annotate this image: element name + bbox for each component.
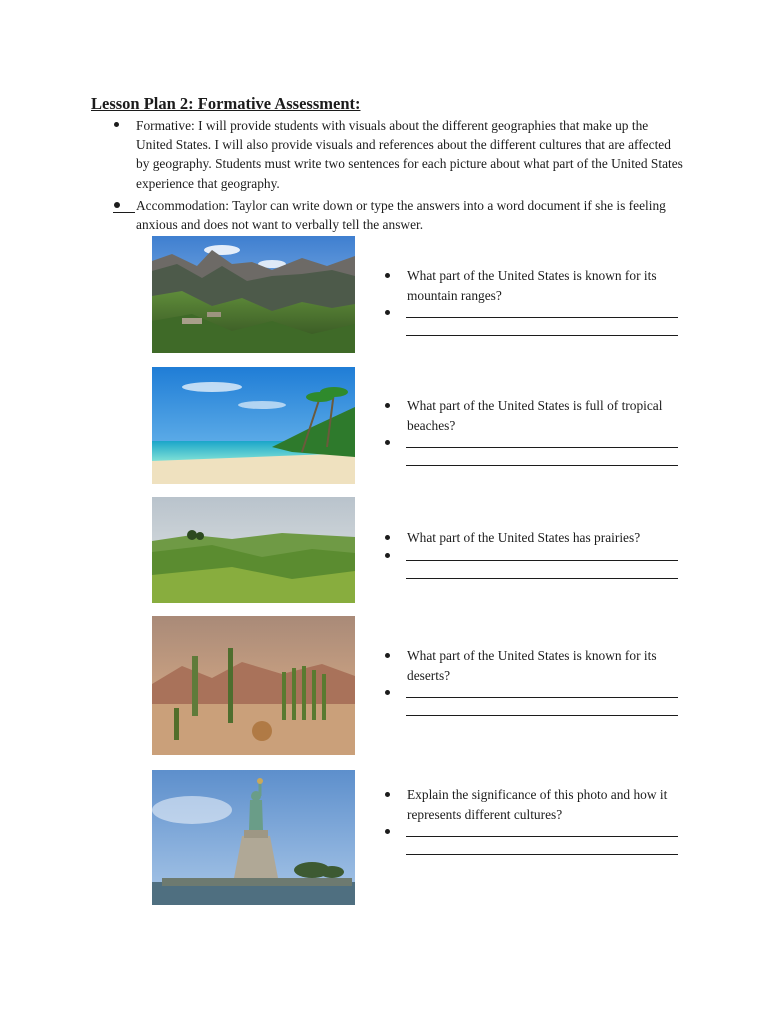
bullet-icon xyxy=(385,829,390,834)
bullet-icon xyxy=(385,792,390,797)
bullet-icon xyxy=(385,690,390,695)
bullet-icon xyxy=(385,403,390,408)
bullet-icon xyxy=(114,122,119,127)
answer-line[interactable] xyxy=(406,715,678,716)
question-liberty xyxy=(383,785,683,824)
question-text: What part of the United States is known for its deserts? xyxy=(407,648,657,683)
answer-lines-deserts[interactable] xyxy=(383,687,683,725)
question-text: What part of the United States is known for its mountain ranges? xyxy=(407,268,657,303)
answer-line[interactable] xyxy=(406,836,678,837)
formative-bullet xyxy=(114,116,684,193)
answer-lines-mountains[interactable] xyxy=(383,307,683,345)
answer-line[interactable] xyxy=(406,697,678,698)
question-text: What part of the United States is full of tropical beaches? xyxy=(407,398,663,433)
statue-of-liberty-photo xyxy=(152,770,355,905)
bullet-underline xyxy=(113,212,135,213)
answer-line[interactable] xyxy=(406,447,678,448)
answer-lines-beaches[interactable] xyxy=(383,437,683,475)
tropical-beach-photo xyxy=(152,367,355,484)
answer-lines-liberty[interactable] xyxy=(383,826,683,864)
bullet-icon xyxy=(114,202,120,208)
question-deserts xyxy=(383,646,683,685)
bullet-icon xyxy=(385,653,390,658)
answer-line[interactable] xyxy=(406,317,678,318)
formative-text: Formative: I will provide students with visuals about the different geographies that make up the United States. I will also provide visuals and references about the different cultures that are affected by geography. Students must write two sentences for each picture about what part of the United States experience that geography. xyxy=(136,118,683,191)
prairie-photo xyxy=(152,497,355,603)
bullet-icon xyxy=(385,553,390,558)
answer-lines-prairies[interactable] xyxy=(383,550,683,588)
answer-line[interactable] xyxy=(406,560,678,561)
mountain-range-photo xyxy=(152,236,355,353)
question-mountains xyxy=(383,266,683,305)
question-block-mountains xyxy=(383,266,683,345)
instructions-list xyxy=(114,116,684,234)
question-block-beaches xyxy=(383,396,683,475)
answer-line[interactable] xyxy=(406,335,678,336)
accommodation-bullet xyxy=(114,196,684,234)
answer-line[interactable] xyxy=(406,465,678,466)
bullet-icon xyxy=(385,440,390,445)
bullet-icon xyxy=(385,273,390,278)
bullet-icon xyxy=(385,535,390,540)
question-text: Explain the significance of this photo and how it represents different cultures? xyxy=(407,787,668,822)
page-title: Lesson Plan 2: Formative Assessment: xyxy=(91,94,361,113)
bullet-icon xyxy=(385,310,390,315)
question-block-liberty xyxy=(383,785,683,864)
question-prairies xyxy=(383,528,683,548)
answer-line[interactable] xyxy=(406,578,678,579)
accommodation-text: Accommodation: Taylor can write down or type the answers into a word document if she is feeling anxious and does not want to verbally tell the answer. xyxy=(136,197,666,233)
question-block-deserts xyxy=(383,646,683,725)
question-beaches xyxy=(383,396,683,435)
desert-cactus-photo xyxy=(152,616,355,755)
answer-line[interactable] xyxy=(406,854,678,855)
question-text: What part of the United States has prairies? xyxy=(407,530,641,545)
question-block-prairies xyxy=(383,528,683,588)
